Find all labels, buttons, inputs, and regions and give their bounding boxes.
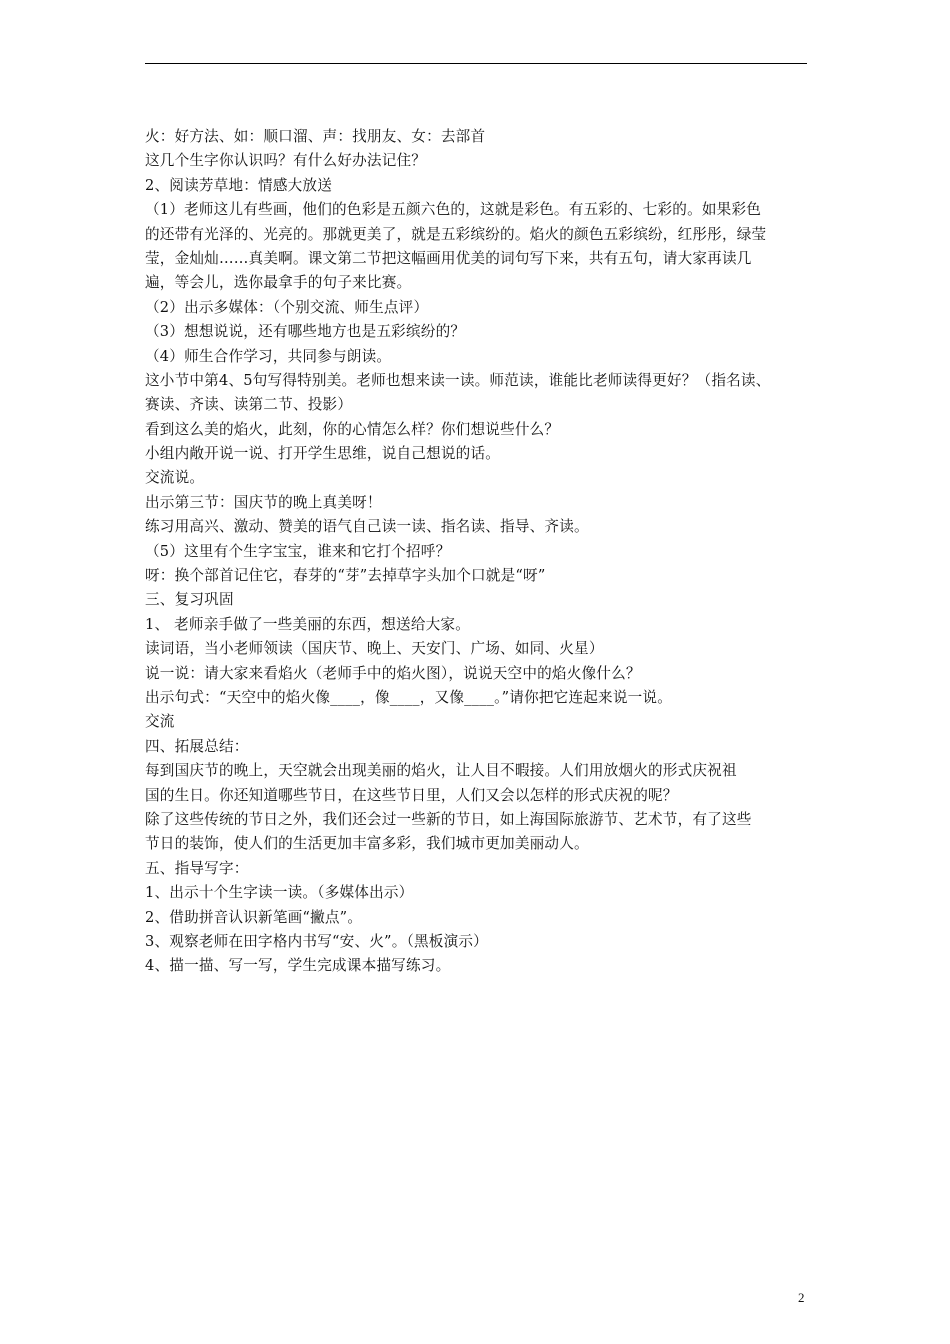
- text-line: 国的生日。你还知道哪些节日，在这些节日里，人们又会以怎样的形式庆祝的呢？: [145, 786, 678, 804]
- section-heading: 三、复习巩固: [145, 591, 234, 609]
- section-heading: 四、拓展总结：: [145, 737, 249, 755]
- text-line: 2、阅读芳草地：情感大放送: [145, 176, 333, 194]
- text-line: 除了这些传统的节日之外，我们还会过一些新的节日，如上海国际旅游节、艺术节，有了这些: [145, 810, 752, 828]
- document-body: [145, 125, 807, 979]
- text-line: 每到国庆节的晚上，天空就会出现美丽的焰火，让人目不暇接。人们用放烟火的形式庆祝祖: [145, 762, 737, 780]
- page-number: 2: [798, 1290, 805, 1305]
- text-line: 呀：换个部首记住它，春芽的“芽”去掉草字头加个口就是“呀”: [145, 567, 546, 585]
- text-line: 这几个生字你认识吗？有什么好办法记住？: [145, 152, 427, 170]
- text-line: 4、描一描、写一写，学生完成课本描写练习。: [145, 957, 451, 975]
- text-line: （4）师生合作学习，共同参与朗读。: [145, 347, 392, 365]
- text-line: 遍，等会儿，选你最拿手的句子来比赛。: [145, 274, 412, 292]
- text-line: 3、观察老师在田字格内书写“安、火”。（黑板演示）: [145, 932, 488, 950]
- text-line: 出示句式：“天空中的焰火像____，像____，又像____。”请你把它连起来说一说。: [145, 688, 673, 706]
- text-line: 1、 老师亲手做了一些美丽的东西，想送给大家。: [145, 615, 470, 633]
- text-line: 交流: [145, 713, 175, 731]
- text-line: 2、借助拼音认识新笔画“撇点”。: [145, 908, 363, 926]
- text-line: 看到这么美的焰火，此刻，你的心情怎么样？你们想说些什么？: [145, 420, 560, 438]
- text-line: （3）想想说说，还有哪些地方也是五彩缤纷的？: [145, 323, 466, 341]
- text-line: 交流说。: [145, 469, 205, 487]
- section-heading: 五、指导写字：: [145, 859, 249, 877]
- text-line: （2）出示多媒体：（个别交流、师生点评）: [145, 298, 429, 316]
- text-line: （1）老师这儿有些画，他们的色彩是五颜六色的，这就是彩色。有五彩的、七彩的。如果彩色: [145, 201, 762, 219]
- text-line: 莹，金灿灿……真美啊。课文第二节把这幅画用优美的词句写下来，共有五句，请大家再读几: [145, 249, 752, 267]
- text-line: 1、出示十个生字读一读。（多媒体出示）: [145, 884, 414, 902]
- text-line: 说一说：请大家来看焰火（老师手中的焰火图），说说天空中的焰火像什么？: [145, 664, 641, 682]
- text-line: 赛读、齐读、读第二节、投影）: [145, 396, 353, 414]
- text-line: 练习用高兴、激动、赞美的语气自己读一读、指名读、指导、齐读。: [145, 518, 589, 536]
- text-line: （5）这里有个生字宝宝，谁来和它打个招呼？: [145, 542, 451, 560]
- text-line: 的还带有光泽的、光亮的。那就更美了，就是五彩缤纷的。焰火的颜色五彩缤纷，红彤彤，绿莹: [145, 225, 767, 243]
- text-line: 这小节中第4、5句写得特别美。老师也想来读一读。师范读，谁能比老师读得更好？（指名读、: [145, 371, 771, 389]
- text-line: 小组内敞开说一说、打开学生思维，说自己想说的话。: [145, 445, 501, 463]
- header-rule: [145, 63, 807, 64]
- text-line: 出示第三节：国庆节的晚上真美呀！: [145, 493, 382, 511]
- text-line: 读词语，当小老师领读（国庆节、晚上、天安门、广场、如同、火星）: [145, 640, 604, 658]
- text-line: 节日的装饰，使人们的生活更加丰富多彩，我们城市更加美丽动人。: [145, 835, 589, 853]
- text-line: 火：好方法、如：顺口溜、声：找朋友、女：去部首: [145, 128, 486, 145]
